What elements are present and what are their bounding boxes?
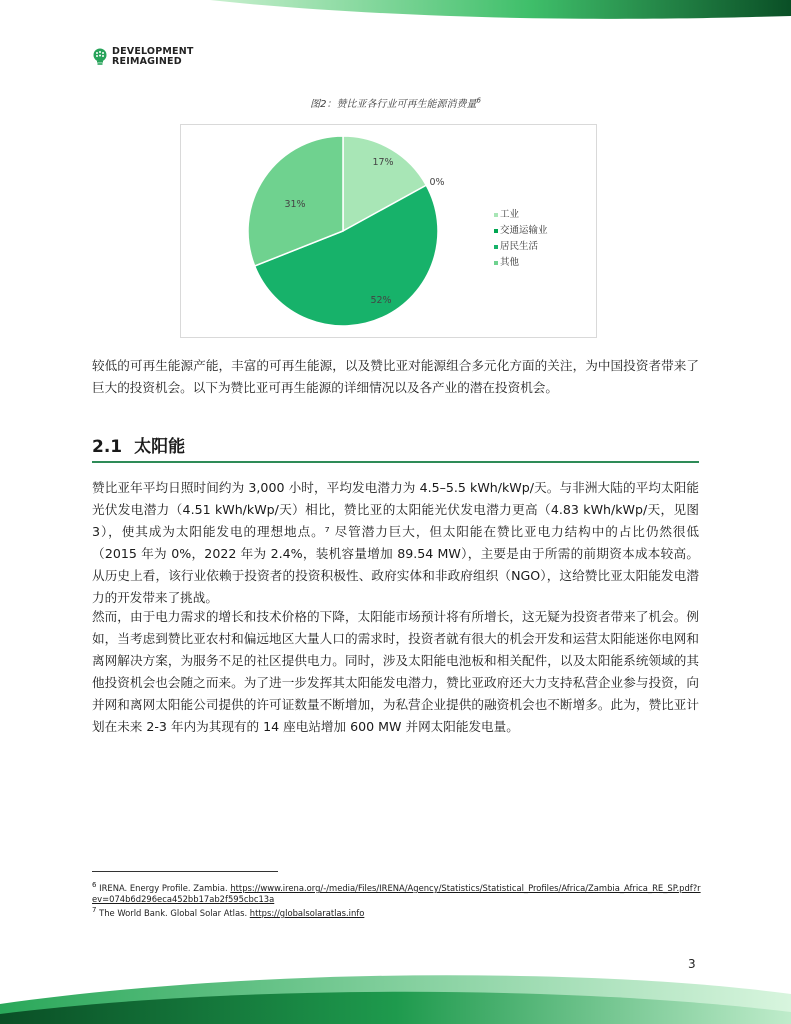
legend-item-4 — [494, 255, 548, 271]
footnote-6-link[interactable]: https://www.irena.org/-/media/Files/IRENA/Agency/Statistics/Statistical_Profiles/Africa/Zambia_Africa_RE_SP.pdf?rev=074b6d296eca452bb17ab2f595cbc13a — [92, 882, 701, 904]
body-paragraph-1: 赞比亚年平均日照时间约为 3,000 小时，平均发电潜力为 4.5–5.5 kWh/kWp/天。与非洲大陆的平均太阳能光伏发电潜力（4.51 kWh/kWp/天）相比，赞比亚的太阳能光伏发电潜力更高（4.83 kWh/kWp/天，见图 3），使其成为太阳能发电的理想地点。⁷ 尽管潜力巨大，但太阳能在赞比亚电力结构中的占比仍然很低（2015 年为 0%，2022 年为 2.4%，装机容量增加 89.54 MW），主要是由于所需的前期资本成本较高。从历史上看，该行业依赖于投资者的投资积极性、政府实体和非政府组织（NGO），这给赞比亚太阳能发电潜力的开发带来了挑战。 — [92, 480, 699, 605]
footnote-6-mark: 6 — [92, 881, 97, 889]
legend-swatch-3 — [494, 245, 498, 249]
footnote-divider — [92, 871, 278, 872]
pie-label-3: 52% — [370, 295, 392, 306]
section-heading — [92, 432, 699, 463]
section-title: 太阳能 — [134, 437, 186, 457]
pie-chart — [180, 124, 597, 338]
page-number: 3 — [688, 957, 696, 971]
logo-bulb-icon — [92, 48, 108, 66]
footnote-7-link[interactable]: https://globalsolaratlas.info — [249, 907, 365, 918]
legend-swatch-4 — [494, 261, 498, 265]
legend-item-3 — [494, 239, 548, 255]
figure-caption-text: 图2：赞比亚各行业可再生能源消费量 — [310, 99, 477, 110]
footnote-7-mark: 7 — [92, 905, 97, 914]
body-paragraph-2: 然而，由于电力需求的增长和技术价格的下降，太阳能市场预计将有所增长，这无疑为投资者带来了机会。例如，当考虑到赞比亚农村和偏远地区大量人口的需求时，投资者就有很大的机会开发和运营太阳能迷你电网和离网解决方案，为服务不足的社区提供电力。同时，涉及太阳能电池板和相关配件，以及太阳能系统领域的其他投资机会也会随之而来。为了进一步发挥其太阳能发电潜力，赞比亚政府还大力支持私营企业参与投资，向并网和离网太阳能公司提供的许可证数量不断增加，为私营企业提供的融资机会也不断增多。此为，赞比亚计划在未来 2-3 年内为其现有的 14 座电站增加 600 MW 并网太阳能发电量。 — [92, 609, 699, 734]
header-decor-band — [0, 0, 791, 40]
legend-label-2: 交通运输业 — [500, 225, 548, 236]
legend-label-3: 居民生活 — [500, 241, 539, 252]
section-number: 2.1 — [92, 437, 123, 457]
footnote-7 — [92, 905, 702, 919]
intro-paragraph: 较低的可再生能源产能，丰富的可再生能源，以及赞比亚对能源组合多元化方面的关注，为中国投资者带来了巨大的投资机会。以下为赞比亚可再生能源的详细情况以及各产业的潜在投资机会。 — [92, 358, 699, 395]
figure-caption-ref: 6 — [476, 96, 481, 105]
figure-caption — [0, 95, 791, 110]
legend-item-2 — [494, 223, 548, 239]
footnote-7-text: The World Bank. Global Solar Atlas. — [96, 907, 250, 918]
logo-text — [112, 47, 194, 67]
logo-line-1: DEVELOPMENT — [112, 46, 194, 57]
legend-label-1: 工业 — [500, 209, 520, 220]
logo-line-2: REIMAGINED — [112, 56, 182, 67]
legend-swatch-2 — [494, 229, 498, 233]
pie-label-4: 31% — [284, 199, 306, 210]
footer-decor-band — [0, 964, 791, 1024]
legend-item-1 — [494, 207, 548, 223]
footnotes — [92, 880, 702, 919]
pie-label-1: 17% — [372, 157, 394, 168]
pie-label-2: 0% — [429, 177, 445, 188]
footnote-6 — [92, 880, 702, 905]
chart-legend — [494, 207, 548, 271]
legend-label-4: 其他 — [500, 257, 520, 268]
legend-swatch-1 — [494, 213, 498, 217]
footnote-6-text: IRENA. Energy Profile. Zambia. — [96, 882, 231, 893]
logo — [92, 47, 194, 67]
